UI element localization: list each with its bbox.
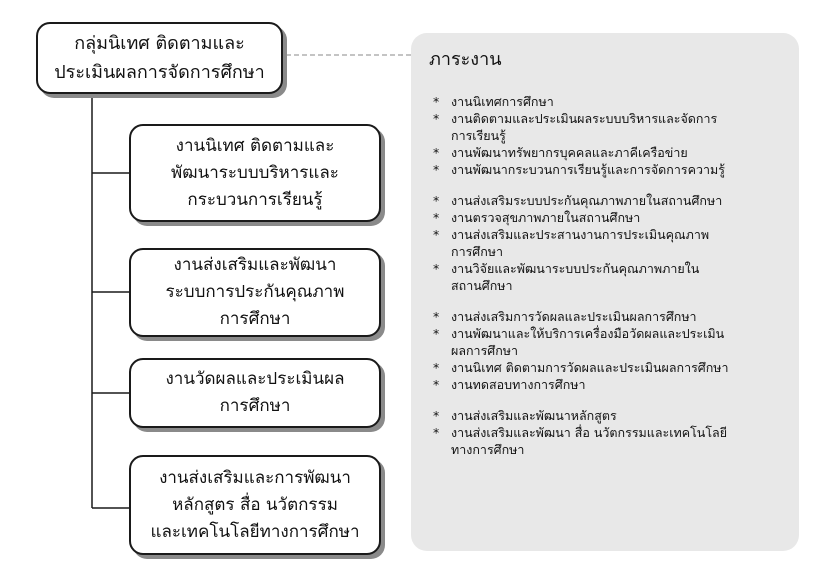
duty-item xyxy=(429,144,799,161)
duty-text: งานตรวจสุขภาพภายในสถานศึกษา xyxy=(451,210,641,225)
bullet-marker: * xyxy=(433,227,440,242)
duty-item xyxy=(429,359,799,376)
duty-item xyxy=(429,424,799,458)
root-node xyxy=(36,22,283,94)
duty-text: ทางการศึกษา xyxy=(451,442,525,457)
duty-item xyxy=(429,376,799,393)
duty-text: งานนิเทศการศึกษา xyxy=(451,94,554,109)
duty-item xyxy=(429,407,799,424)
bullet-marker: * xyxy=(433,326,440,341)
child-4-line-1: งานส่งเสริมและการพัฒนา xyxy=(159,467,351,488)
child-1-line-3: กระบวนการเรียนรู้ xyxy=(187,189,323,210)
child-2-line-2: ระบบการประกันคุณภาพ xyxy=(165,282,345,302)
duty-text: การเรียนรู้ xyxy=(451,128,506,143)
child-4-line-3: และเทคโนโลยีทางการศึกษา xyxy=(150,521,360,542)
duty-item xyxy=(429,325,799,359)
bullet-marker: * xyxy=(433,145,440,160)
bullet-marker: * xyxy=(433,408,440,423)
bullet-marker: * xyxy=(433,111,440,126)
root-line-1: กลุ่มนิเทศ ติดตามและ xyxy=(74,33,245,54)
duty-text: งานทดสอบทางการศึกษา xyxy=(451,377,586,392)
child-2-line-3: การศึกษา xyxy=(219,309,291,329)
bullet-marker: * xyxy=(433,94,440,109)
child-4-line-2: หลักสูตร สื่อ นวัตกรรม xyxy=(172,494,338,515)
duty-group-1 xyxy=(429,93,799,178)
child-3-line-2: การศึกษา xyxy=(219,396,291,416)
duty-text: งานส่งเสริมและประสานงานการประเมินคุณภาพ xyxy=(451,227,710,242)
panel-title: ภาระงาน xyxy=(429,49,502,70)
bullet-marker: * xyxy=(433,261,440,276)
duty-item xyxy=(429,226,799,260)
duty-text: การศึกษา xyxy=(451,244,504,259)
duty-item xyxy=(429,161,799,178)
duty-group-2 xyxy=(429,192,799,294)
duty-text: งานส่งเสริมและพัฒนา สื่อ นวัตกรรมและเทคโนโลยี xyxy=(451,425,728,440)
root-line-2: ประเมินผลการจัดการศึกษา xyxy=(54,62,265,83)
bullet-marker: * xyxy=(433,360,440,375)
duty-text: งานนิเทศ ติดตามการวัดผลและประเมินผลการศึกษา xyxy=(451,360,729,375)
duty-text: งานติดตามและประเมินผลระบบบริหารและจัดการ xyxy=(451,111,718,126)
child-node-1 xyxy=(129,124,381,222)
bullet-marker: * xyxy=(433,210,440,225)
duty-item xyxy=(429,308,799,325)
child-node-2 xyxy=(129,248,381,337)
duty-group-3 xyxy=(429,308,799,393)
duty-group-4 xyxy=(429,407,799,458)
duty-item xyxy=(429,260,799,294)
duty-text: งานส่งเสริมการวัดผลและประเมินผลการศึกษา xyxy=(451,309,697,324)
duty-item xyxy=(429,110,799,144)
bullet-marker: * xyxy=(433,193,440,208)
duty-text: งานส่งเสริมและพัฒนาหลักสูตร xyxy=(451,408,617,423)
duties-panel xyxy=(411,33,799,551)
duty-text: ผลการศึกษา xyxy=(451,343,519,358)
child-3-line-1: งานวัดผลและประเมินผล xyxy=(165,369,345,389)
duty-text: สถานศึกษา xyxy=(451,278,513,293)
bullet-marker: * xyxy=(433,425,440,440)
duty-text: งานพัฒนากระบวนการเรียนรู้และการจัดการความรู้ xyxy=(451,162,725,177)
bullet-marker: * xyxy=(433,162,440,177)
bullet-marker: * xyxy=(433,377,440,392)
bullet-marker: * xyxy=(433,309,440,324)
duty-text: งานส่งเสริมระบบประกันคุณภาพภายในสถานศึกษา xyxy=(451,193,723,208)
child-2-line-1: งานส่งเสริมและพัฒนา xyxy=(173,255,337,275)
duty-text: งานพัฒนาทรัพยากรบุคคลและภาคีเครือข่าย xyxy=(451,145,688,160)
child-1-line-2: พัฒนาระบบบริหารและ xyxy=(171,162,339,183)
child-node-3 xyxy=(129,358,381,428)
duty-item xyxy=(429,209,799,226)
duty-item xyxy=(429,192,799,209)
child-1-line-1: งานนิเทศ ติดตามและ xyxy=(175,135,335,156)
duty-item xyxy=(429,93,799,110)
duty-text: งานวิจัยและพัฒนาระบบประกันคุณภาพภายใน xyxy=(451,261,700,276)
duty-text: งานพัฒนาและให้บริการเครื่องมือวัดผลและประเมิน xyxy=(451,326,725,341)
child-node-4 xyxy=(129,455,381,555)
